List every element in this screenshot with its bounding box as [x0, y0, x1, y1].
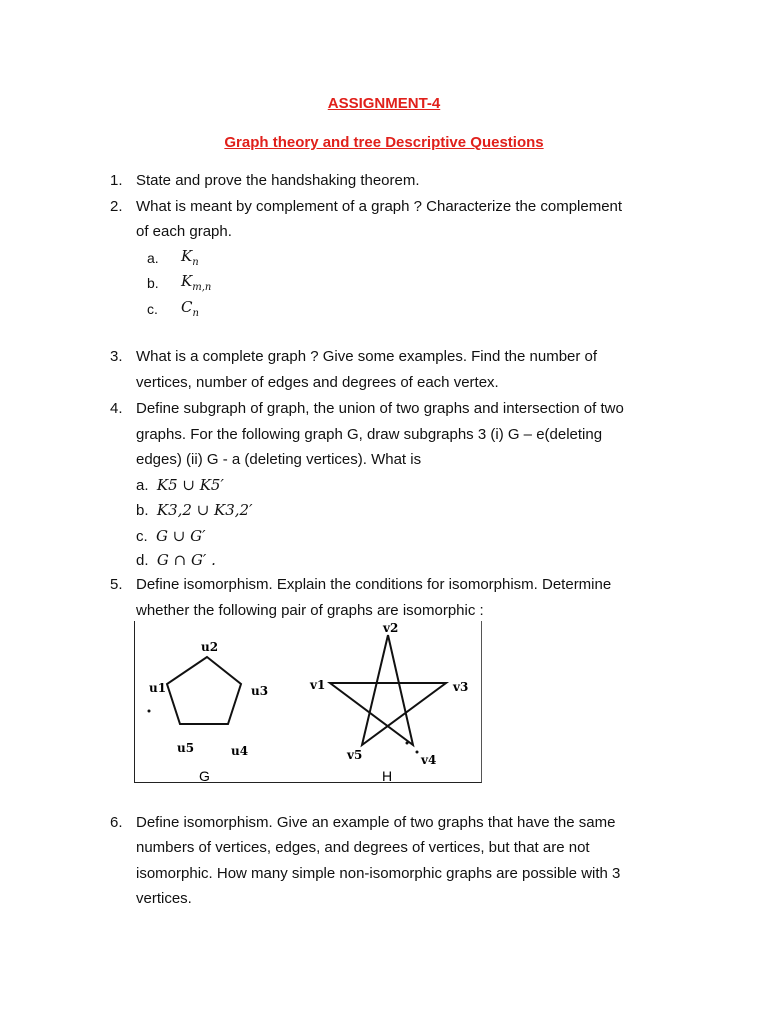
question-text: State and prove the handshaking theorem. — [136, 172, 420, 189]
question-number: 5. — [110, 576, 123, 593]
question-text: isomorphic. How many simple non-isomorphic graphs are possible with 3 — [136, 865, 621, 882]
question-number: 1. — [110, 172, 123, 189]
question-number: 3. — [110, 348, 123, 365]
graph-g-caption: G — [199, 768, 210, 782]
sub-item-label: b. — [147, 275, 159, 291]
vertex-label-v5: v5 — [347, 748, 363, 762]
sub-item: c. G ∪ G′ — [136, 527, 206, 545]
question-text: edges) (ii) G - a (deleting vertices). What is — [136, 451, 422, 468]
stray-dot — [148, 710, 151, 713]
question-text: of each graph. — [136, 223, 232, 240]
vertex-label-v4: v4 — [421, 753, 437, 767]
math-expression: K3,2 ∪ K3,2′ — [156, 501, 253, 519]
sub-item: b. K3,2 ∪ K3,2′ — [136, 501, 253, 519]
vertex-label-u2: u2 — [201, 640, 219, 654]
question-text: What is a complete graph ? Give some examples. Find the number of — [136, 348, 598, 365]
graph-h-caption: H — [382, 768, 393, 782]
graph-g — [167, 657, 241, 724]
vertex-label-u5: u5 — [177, 741, 195, 755]
math-expression: $C_n$ — [181, 298, 199, 319]
question-text: vertices. — [136, 890, 192, 907]
question-text: Define isomorphism. Explain the conditions for isomorphism. Determine — [136, 576, 612, 593]
math-expression: G ∩ G′ . — [156, 551, 216, 569]
math-expression: $K_n$ — [181, 247, 199, 268]
vertex-label-v1: v1 — [310, 678, 326, 692]
question-number: 2. — [110, 198, 123, 215]
assignment-subtitle: Graph theory and tree Descriptive Questions — [224, 134, 544, 151]
question-text: What is meant by complement of a graph ? Characterize the complement — [136, 198, 623, 215]
stray-dot — [416, 751, 419, 754]
question-text: Define subgraph of graph, the union of two graphs and intersection of two — [136, 400, 624, 417]
sub-item: a. K5 ∪ K5′ — [136, 476, 224, 494]
sub-item: d. G ∩ G′ . — [136, 551, 216, 569]
assignment-title: ASSIGNMENT-4 — [327, 95, 441, 112]
question-text: graphs. For the following graph G, draw subgraphs 3 (i) G – e(deleting — [136, 426, 603, 443]
question-number: 4. — [110, 400, 123, 417]
math-expression: K5 ∪ K5′ — [156, 476, 224, 494]
stray-dot — [406, 742, 409, 745]
question-text: vertices, number of edges and degrees of each vertex. — [136, 374, 499, 391]
graph-h — [330, 635, 446, 745]
math-expression: $K_{m,n}$ — [181, 272, 212, 293]
graph-figure-svg — [135, 621, 481, 782]
vertex-label-u4: u4 — [231, 744, 249, 758]
vertex-label-u1: u1 — [149, 681, 167, 695]
vertex-label-v3: v3 — [453, 680, 469, 694]
sub-item-label: c. — [147, 301, 158, 317]
vertex-label-v2: v2 — [383, 621, 399, 635]
pentagram-edges — [330, 635, 446, 745]
graph-figure — [134, 621, 482, 783]
question-text: Define isomorphism. Give an example of two graphs that have the same — [136, 814, 616, 831]
question-text: whether the following pair of graphs are isomorphic : — [136, 602, 484, 619]
pentagon-edges — [167, 657, 241, 724]
math-expression: G ∪ G′ — [156, 527, 206, 545]
vertex-label-u3: u3 — [251, 684, 269, 698]
sub-item-label: a. — [147, 250, 159, 266]
question-text: numbers of vertices, edges, and degrees of vertices, but that are not — [136, 839, 590, 856]
question-number: 6. — [110, 814, 123, 831]
